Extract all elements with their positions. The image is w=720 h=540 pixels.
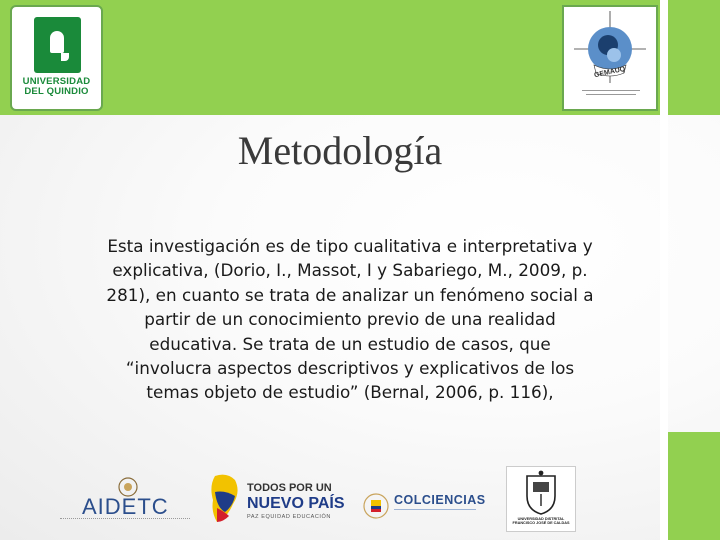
slide-body (84, 234, 616, 405)
right-accent-bottom (668, 432, 720, 540)
university-crest-icon (521, 470, 561, 516)
colciencias-logo-text: COLCIENCIAS (394, 493, 486, 507)
gemauq-caption (578, 87, 644, 98)
body-line: educativa. Se trata de un estudio de casos, que (149, 333, 551, 354)
tpp-line3: PAZ EQUIDAD EDUCACIÓN (247, 514, 332, 520)
aidetc-tagline (60, 518, 190, 521)
uq-emblem-icon (34, 17, 81, 73)
universidad-distrital-logo (506, 466, 576, 532)
tpp-line1: TODOS POR UN (247, 482, 332, 494)
ud-caption: UNIVERSIDAD DISTRITAL FRANCISCO JOSÉ DE CALDAS (512, 517, 570, 526)
divider (660, 0, 668, 540)
body-line: 281), en cuanto se trata de analizar un fenómeno social a (106, 284, 594, 305)
body-line: “involucra aspectos descriptivos y explicativos de los (125, 358, 575, 379)
tpp-line2: NUEVO PAÍS (247, 495, 345, 512)
aidetc-logo (60, 476, 190, 526)
universidad-del-quindio-logo (10, 5, 103, 111)
gemauq-logo-text: GEMAUQ (593, 65, 626, 80)
uq-logo-text: UNIVERSIDAD DEL QUINDIO (22, 76, 91, 97)
right-accent-top (668, 0, 720, 115)
body-line: Esta investigación es de tipo cualitativa e interpretativa y (107, 236, 593, 256)
body-line: explicativa, (Dorio, I., Massot, I y Sabariego, M., 2009, p. (112, 260, 588, 281)
colciencias-logo (360, 490, 486, 522)
slide-title: Metodología (237, 128, 443, 173)
todos-por-un-nuevo-pais-logo (207, 470, 345, 526)
body-line: temas objeto de estudio” (Bernal, 2006, p. 116), (146, 382, 554, 403)
colciencias-tagline (394, 509, 476, 512)
gemauq-logo (562, 5, 658, 111)
body-line: partir de un conocimiento previo de una realidad (144, 309, 556, 330)
colombia-map-icon (207, 472, 243, 524)
aidetc-logo-text: AIDETC (82, 494, 169, 519)
colombia-shield-icon (362, 492, 390, 520)
